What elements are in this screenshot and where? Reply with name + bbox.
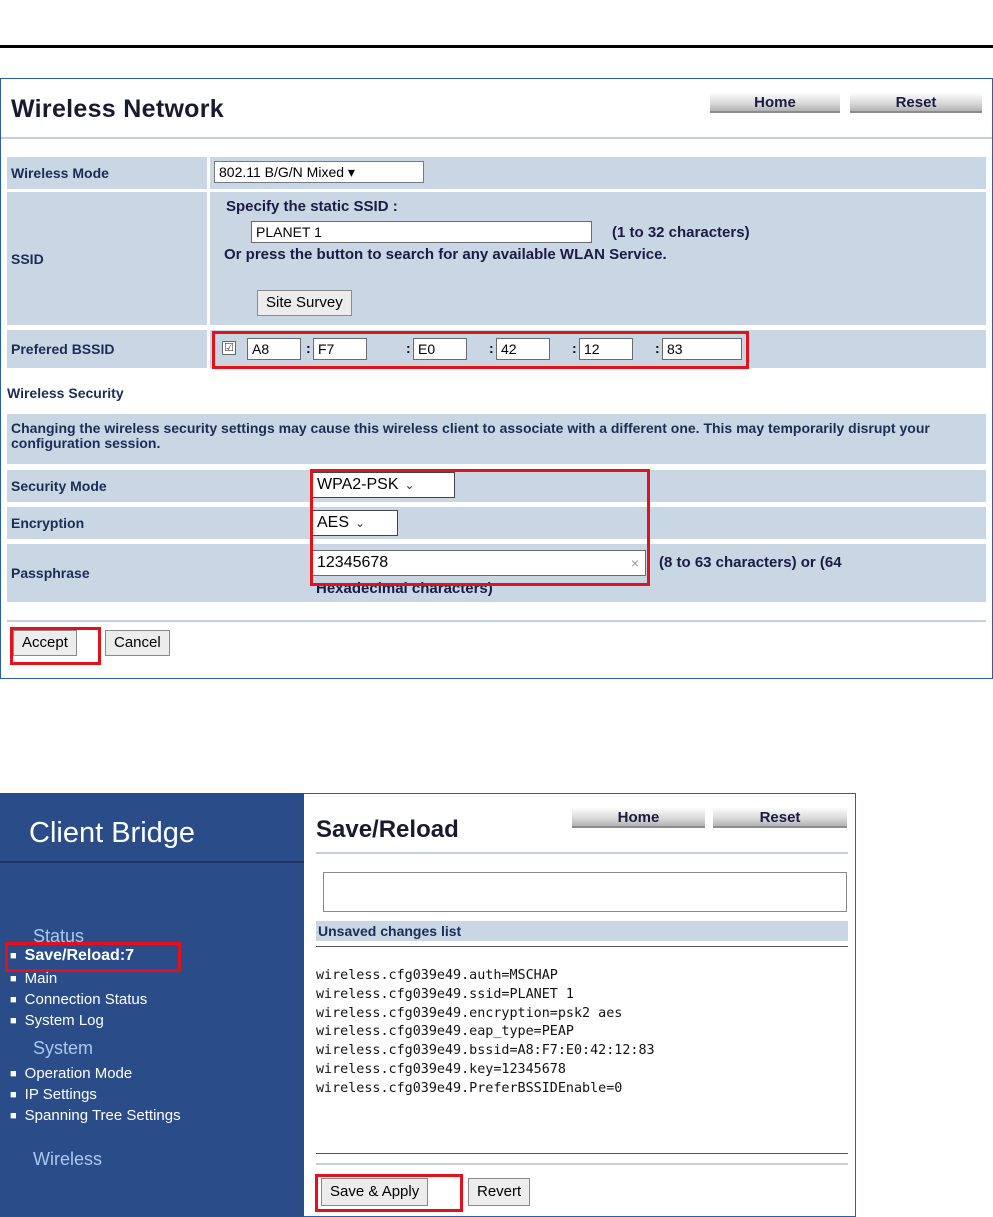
ssid-specify-text: Specify the static SSID :	[226, 198, 398, 215]
form-divider	[7, 620, 986, 622]
title-divider	[316, 852, 848, 854]
unsaved-changes-heading: Unsaved changes list	[316, 921, 848, 941]
sidebar-section-system[interactable]: System	[33, 1038, 94, 1058]
list-item: wireless.cfg039e49.ssid=PLANET 1	[316, 986, 574, 1002]
sidebar-item-main[interactable]	[10, 970, 57, 987]
security-mode-label: Security Mode	[11, 478, 107, 494]
accept-highlight-box	[10, 627, 101, 665]
wireless-mode-label: Wireless Mode	[11, 165, 109, 181]
ssid-search-text: Or press the button to search for any available WLAN Service.	[224, 246, 667, 263]
save-reload-panel	[304, 793, 856, 1217]
list-item: wireless.cfg039e49.eap_type=PEAP	[316, 1024, 574, 1040]
bssid-separator: :	[306, 340, 311, 356]
save-apply-button[interactable]: Save & Apply	[321, 1178, 428, 1206]
accept-button[interactable]: Accept	[13, 630, 77, 656]
bssid-separator: :	[655, 340, 660, 356]
sidebar-divider	[0, 861, 304, 863]
wireless-mode-row	[7, 157, 986, 189]
sidebar-item-label: Connection Status	[24, 991, 148, 1008]
encryption-label: Encryption	[11, 515, 85, 531]
list-divider	[316, 1163, 848, 1165]
ssid-input[interactable]: PLANET 1	[251, 221, 592, 243]
ssid-length-hint: (1 to 32 characters)	[612, 224, 750, 241]
prefered-bssid-label: Prefered BSSID	[11, 341, 115, 357]
bssid-octet-2[interactable]: F7	[313, 338, 367, 360]
sidebar	[0, 793, 304, 1217]
list-item: wireless.cfg039e49.auth=MSCHAP	[316, 968, 558, 983]
sidebar-item-label: Operation Mode	[24, 1065, 133, 1082]
sidebar-item-label: IP Settings	[24, 1086, 97, 1103]
chevron-down-icon: ⌄	[355, 516, 366, 530]
bssid-separator: :	[572, 340, 577, 356]
bssid-octet-1[interactable]: A8	[247, 338, 301, 360]
page-title: Wireless Network	[11, 95, 224, 123]
sidebar-item-label: Spanning Tree Settings	[24, 1107, 181, 1124]
bssid-octet-3[interactable]: E0	[413, 338, 467, 360]
passphrase-value: 12345678	[317, 554, 389, 571]
wireless-mode-select[interactable]: 802.11 B/G/N Mixed ▾	[214, 161, 424, 183]
sidebar-section-wireless[interactable]: Wireless	[33, 1149, 103, 1169]
save-reload-highlight-box	[5, 942, 181, 972]
sidebar-section-status[interactable]: Status	[33, 926, 85, 946]
sidebar-title: Client Bridge	[29, 817, 196, 849]
bullet-icon: ■	[10, 1068, 17, 1081]
security-mode-value: WPA2-PSK	[317, 476, 399, 493]
unsaved-changes-list	[316, 946, 848, 1154]
prefered-bssid-checkbox[interactable]: ☑	[222, 341, 236, 355]
bullet-icon: ■	[10, 973, 17, 986]
security-warning-note: Changing the wireless security settings may cause this wireless client to associate with a different one. This may temporarily disrupt your configuration session.	[7, 414, 986, 464]
bssid-separator: :	[489, 340, 494, 356]
passphrase-hint-line2: Hexadecimal characters)	[316, 580, 493, 597]
bssid-octet-4[interactable]: 42	[496, 338, 550, 360]
list-item: wireless.cfg039e49.key=12345678	[316, 1061, 566, 1077]
bullet-icon: ■	[10, 994, 17, 1007]
list-item: wireless.cfg039e49.bssid=A8:F7:E0:42:12:83	[316, 1043, 655, 1059]
bssid-highlight-box	[212, 331, 749, 369]
home-button[interactable]: Home	[710, 91, 840, 113]
bullet-icon: ■	[10, 1089, 17, 1102]
sidebar-item-label: System Log	[24, 1012, 104, 1029]
site-survey-button[interactable]: Site Survey	[257, 290, 352, 316]
passphrase-hint-line1: (8 to 63 characters) or (64	[659, 554, 842, 571]
save-apply-highlight-box	[315, 1174, 463, 1212]
reset-button[interactable]: Reset	[713, 806, 847, 828]
clear-icon[interactable]: ×	[630, 555, 639, 571]
reset-button[interactable]: Reset	[850, 91, 982, 113]
title-divider	[1, 137, 992, 139]
list-item: wireless.cfg039e49.encryption=psk2 aes	[316, 1005, 623, 1021]
sidebar-item-spanning-tree[interactable]	[10, 1107, 181, 1124]
sidebar-item-connection-status[interactable]	[10, 991, 147, 1008]
security-highlight-box	[310, 469, 650, 586]
chevron-down-icon: ⌄	[404, 478, 415, 492]
save-reload-title: Save/Reload	[316, 816, 459, 843]
ssid-label: SSID	[11, 250, 44, 267]
wireless-mode-cell	[207, 157, 986, 189]
bullet-icon: ■	[10, 949, 17, 962]
passphrase-label: Passphrase	[11, 565, 90, 581]
status-message-box	[323, 872, 847, 912]
sidebar-item-operation-mode[interactable]	[10, 1065, 132, 1082]
home-button[interactable]: Home	[572, 806, 705, 828]
revert-button[interactable]: Revert	[468, 1178, 530, 1206]
sidebar-item-ip-settings[interactable]	[10, 1086, 97, 1103]
wireless-network-panel	[0, 78, 993, 679]
bssid-octet-5[interactable]: 12	[579, 338, 633, 360]
wireless-security-heading: Wireless Security	[7, 385, 124, 401]
sidebar-item-label: Main	[24, 970, 58, 987]
encryption-value: AES	[317, 514, 350, 531]
bssid-separator: :	[406, 340, 411, 356]
cancel-button[interactable]: Cancel	[105, 630, 170, 656]
list-item: wireless.cfg039e49.PreferBSSIDEnable=0	[316, 1080, 623, 1096]
bullet-icon: ■	[10, 1015, 17, 1028]
bssid-octet-6[interactable]: 83	[662, 338, 742, 360]
sidebar-item-label: Save/Reload:7	[24, 947, 135, 964]
ssid-cell	[207, 192, 986, 325]
top-divider	[0, 45, 993, 48]
sidebar-item-system-log[interactable]	[10, 1012, 104, 1029]
ssid-row	[7, 192, 986, 325]
bullet-icon: ■	[10, 1110, 17, 1123]
